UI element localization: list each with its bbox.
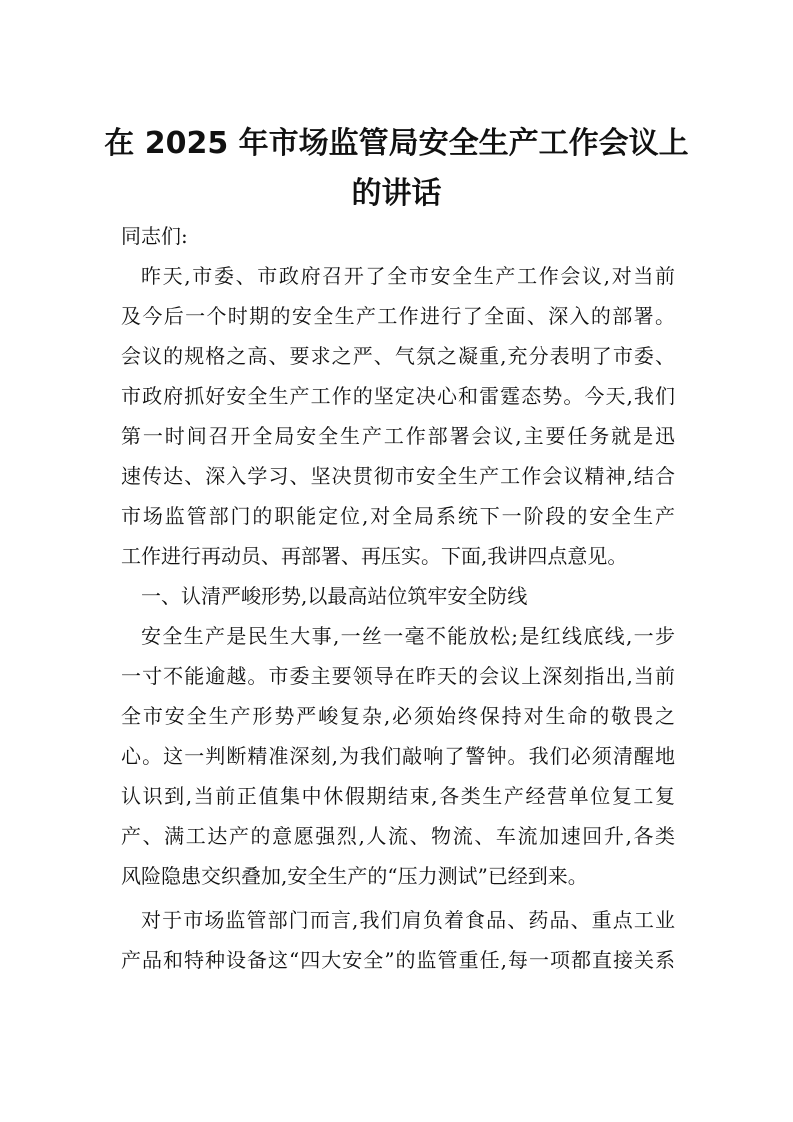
paragraph-2-line-4: 心。这一判断精准深刻,为我们敲响了警钟。我们必须清醒地: [121, 744, 675, 768]
section-heading-1: 一、认清严峻形势,以最高站位筑牢安全防线: [141, 584, 528, 608]
title-line-2: 的讲话: [351, 176, 442, 211]
paragraph-2-line-6: 产、满工达产的意愿强烈,人流、物流、车流加速回升,各类: [121, 824, 675, 848]
paragraph-1-line-5: 第一时间召开全局安全生产工作部署会议,主要任务就是迅: [121, 424, 675, 448]
paragraph-1-line-1: 昨天,市委、市政府召开了全市安全生产工作会议,对当前: [141, 264, 675, 288]
paragraph-1-line-4: 市政府抓好安全生产工作的坚定决心和雷霆态势。今天,我们: [121, 384, 675, 408]
paragraph-2-line-2: 一寸不能逾越。市委主要领导在昨天的会议上深刻指出,当前: [121, 664, 675, 688]
paragraph-2-line-3: 全市安全生产形势严峻复杂,必须始终保持对生命的敬畏之: [121, 704, 675, 728]
paragraph-2-line-5: 认识到,当前正值集中休假期结束,各类生产经营单位复工复: [121, 784, 675, 808]
paragraph-1-line-7: 市场监管部门的职能定位,对全局系统下一阶段的安全生产: [121, 504, 675, 528]
paragraph-1-line-3: 会议的规格之高、要求之严、气氛之凝重,充分表明了市委、: [121, 344, 675, 368]
paragraph-1-line-8: 工作进行再动员、再部署、再压实。下面,我讲四点意见。: [121, 544, 628, 568]
paragraph-1-line-2: 及今后一个时期的安全生产工作进行了全面、深入的部署。: [121, 304, 675, 328]
title-line-1: 在 2025 年市场监管局安全生产工作会议上: [104, 126, 689, 161]
paragraph-2-line-1: 安全生产是民生大事,一丝一毫不能放松;是红线底线,一步: [141, 624, 675, 648]
paragraph-1-line-6: 速传达、深入学习、坚决贯彻市安全生产工作会议精神,结合: [121, 464, 675, 488]
paragraph-3-line-1: 对于市场监管部门而言,我们肩负着食品、药品、重点工业: [141, 908, 675, 932]
paragraph-3-line-2: 产品和特种设备这“四大安全”的监管重任,每一项都直接关系: [121, 948, 675, 972]
paragraph-2-line-7: 风险隐患交织叠加,安全生产的“压力测试”已经到来。: [121, 864, 588, 888]
salutation: 同志们:: [121, 224, 188, 248]
